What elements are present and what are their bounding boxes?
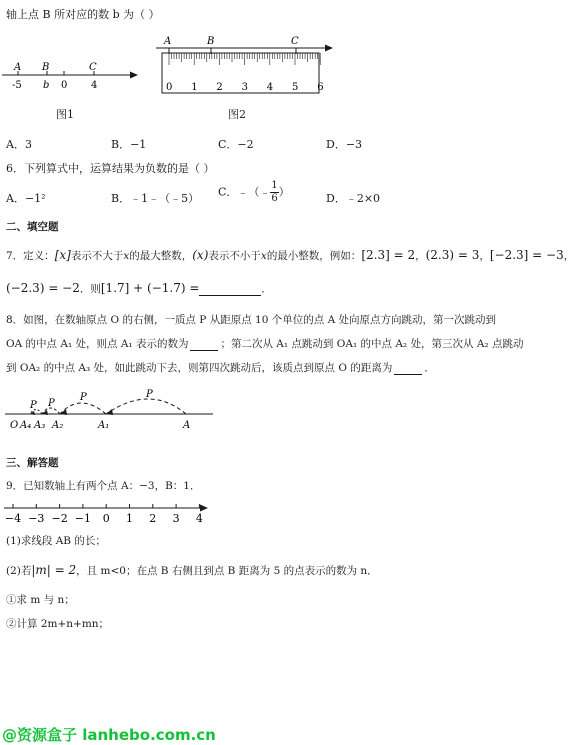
q8-jump-arc-2 [60, 403, 106, 414]
fig2-arrow-icon [325, 45, 333, 52]
ruler-number-1: 1 [191, 82, 198, 93]
fig1-label-b: B [42, 62, 50, 73]
ruler-number-5: 5 [292, 82, 299, 93]
fig2-label-c: C [291, 36, 299, 47]
q9-part2 [6, 563, 378, 578]
q7-floor-notation: [x] [54, 248, 71, 262]
q7-text: 7．定义： [6, 250, 55, 262]
q6-option-a: A．−1² [6, 192, 46, 205]
ruler-number-2: 2 [216, 82, 223, 93]
q9-tick-label: 2 [149, 512, 157, 525]
q8-text: ． [424, 362, 435, 374]
ruler-number-4: 4 [266, 82, 274, 93]
q6-option-c [218, 181, 290, 204]
fig2-caption: 图2 [228, 108, 246, 121]
q9-tick-label: 1 [126, 512, 133, 525]
q9-tick-label: −1 [74, 512, 92, 525]
ruler-number-0: 0 [166, 82, 173, 93]
fig1-arrow-icon [130, 72, 138, 79]
q7-var-x: x [123, 250, 130, 262]
fraction-numerator: 1 [271, 180, 278, 191]
q7-text: ．则 [79, 283, 101, 295]
q7-answer-blank[interactable] [199, 284, 261, 296]
q9-tick-label: −3 [28, 512, 45, 525]
q7-text: 表示不小于 [208, 250, 261, 262]
fig1-value-0: 0 [61, 80, 68, 91]
q9-abs-expression: |m| = 2 [31, 563, 77, 577]
q8-label-p-2: P [80, 392, 87, 403]
q8-label-a4: A₄ [20, 420, 32, 431]
fig2-ruler-numbers [166, 82, 324, 93]
q9-part1: (1)求线段 AB 的长； [6, 535, 106, 547]
q8-label-o: O [10, 420, 19, 431]
q5-option-b: B．−1 [111, 138, 147, 151]
q8-label-p-1: P [146, 389, 153, 400]
q9-text: (2)若 [6, 565, 32, 577]
q6-stem: 6．下列算式中，运算结果为负数的是（ ） [6, 162, 215, 175]
q8-label-a: A [183, 420, 191, 431]
q7-separator: ， [563, 250, 574, 262]
fraction-denominator: 6 [271, 193, 278, 204]
q5-stem: 轴上点 B 所对应的数 b 为（ ） [6, 8, 160, 21]
q7-line2 [6, 281, 272, 296]
q9-tick-label: −4 [4, 512, 22, 525]
q9-sub1: ①求 m 与 n； [6, 594, 75, 606]
fig2-ruler-ticks [169, 53, 320, 65]
q5-figure1-number-line [0, 58, 145, 98]
q5-option-c: C．−2 [218, 138, 254, 151]
q8-label-a3: A₃ [34, 420, 46, 431]
q9-text: ，且 m<0；在点 B 右侧且到点 B 距离为 5 的点表示的数为 n． [76, 565, 378, 577]
q6-option-b: B．﹣1﹣（﹣5） [111, 192, 200, 205]
q8-label-a1: A₁ [98, 420, 110, 431]
q6-option-c-suffix: ） [278, 185, 290, 199]
q7-line1 [6, 248, 574, 263]
fig1-value-a: -5 [12, 80, 22, 91]
fig1-label-a: A [14, 62, 22, 73]
q5-figure2-ruler [150, 34, 335, 99]
q8-answer-blank-2[interactable] [394, 363, 422, 375]
q6-option-d: D．﹣2×0 [326, 192, 381, 205]
q6-option-c-fraction [270, 181, 278, 204]
watermark: @资源盒子 lanhebo.com.cn [2, 726, 216, 744]
q8-arrowhead-icon [106, 409, 113, 415]
q8-jump-figure [0, 386, 215, 434]
q8-label-p-4: P [30, 400, 37, 411]
q8-arrowhead-icon [60, 409, 67, 415]
q7-text: 的最小整数，例如： [266, 250, 362, 262]
q9-tick-label: 3 [172, 512, 180, 525]
q7-ceil-notation: (x) [192, 248, 209, 262]
fig1-value-c: 4 [91, 80, 98, 91]
q7-separator: ， [479, 250, 490, 262]
q9-tick-label: 4 [195, 512, 203, 525]
q7-example-2: (2.3) = 3 [425, 248, 480, 262]
fig2-label-a: A [164, 36, 172, 47]
q8-jump-arc-1 [106, 399, 186, 414]
section2-title: 二、填空题 [6, 221, 59, 233]
q8-answer-blank-1[interactable] [190, 339, 218, 351]
q8-label-a2: A₂ [52, 420, 64, 431]
q8-text: ；第二次从 A₁ 点跳动到 OA₁ 的中点 A₂ 处，第三次从 A₂ 点跳动 [220, 338, 524, 350]
fig1-label-c: C [89, 62, 97, 73]
q9-tick-label: 0 [102, 512, 110, 525]
q7-text: ． [261, 283, 272, 295]
section3-title: 三、解答题 [6, 457, 59, 469]
q7-example-3: [−2.3] = −3 [489, 248, 564, 262]
q9-axis-ticks [5, 504, 203, 525]
q7-expression: [1.7] + (−1.7) = [100, 281, 200, 295]
q7-var-x: x [260, 250, 267, 262]
fig2-label-b: B [207, 36, 215, 47]
q9-number-line [0, 498, 215, 530]
q9-sub2: ②计算 2m+n+mn； [6, 618, 110, 630]
q5-option-a: A．3 [6, 138, 32, 151]
q8-text: OA 的中点 A₁ 处，则点 A₁ 表示的数为 [6, 338, 189, 350]
q7-separator: ， [415, 250, 426, 262]
q8-label-p-3: P [48, 398, 55, 409]
fig1-caption: 图1 [56, 108, 74, 121]
q8-line1: 8．如图，在数轴原点 O 的右侧，一质点 P 从距原点 10 个单位的点 A 处向原点方向跳动，第一次跳动到 [6, 314, 496, 326]
q8-line2 [6, 336, 523, 351]
q8-line3 [6, 360, 435, 375]
q7-text: 表示不大于 [70, 250, 124, 262]
q9-arrow-icon [200, 505, 208, 512]
q7-text: 的最大整数， [129, 250, 193, 262]
q7-example-1: [2.3] = 2 [361, 248, 416, 262]
q5-option-d: D．−3 [326, 138, 363, 151]
fig1-value-b: b [43, 80, 50, 91]
ruler-number-3: 3 [241, 82, 248, 93]
q9-tick-label: −2 [51, 512, 68, 525]
q6-option-c-prefix: C．﹣（﹣ [218, 185, 271, 199]
ruler-number-6: 6 [317, 82, 324, 93]
q8-text: 到 OA₂ 的中点 A₃ 处，如此跳动下去，则第四次跳动后，该质点到原点 O 的距离为 [6, 362, 393, 374]
q7-example-4: (−2.3) = −2 [6, 281, 80, 295]
q9-stem: 9．已知数轴上有两个点 A：−3，B：1． [6, 480, 201, 492]
